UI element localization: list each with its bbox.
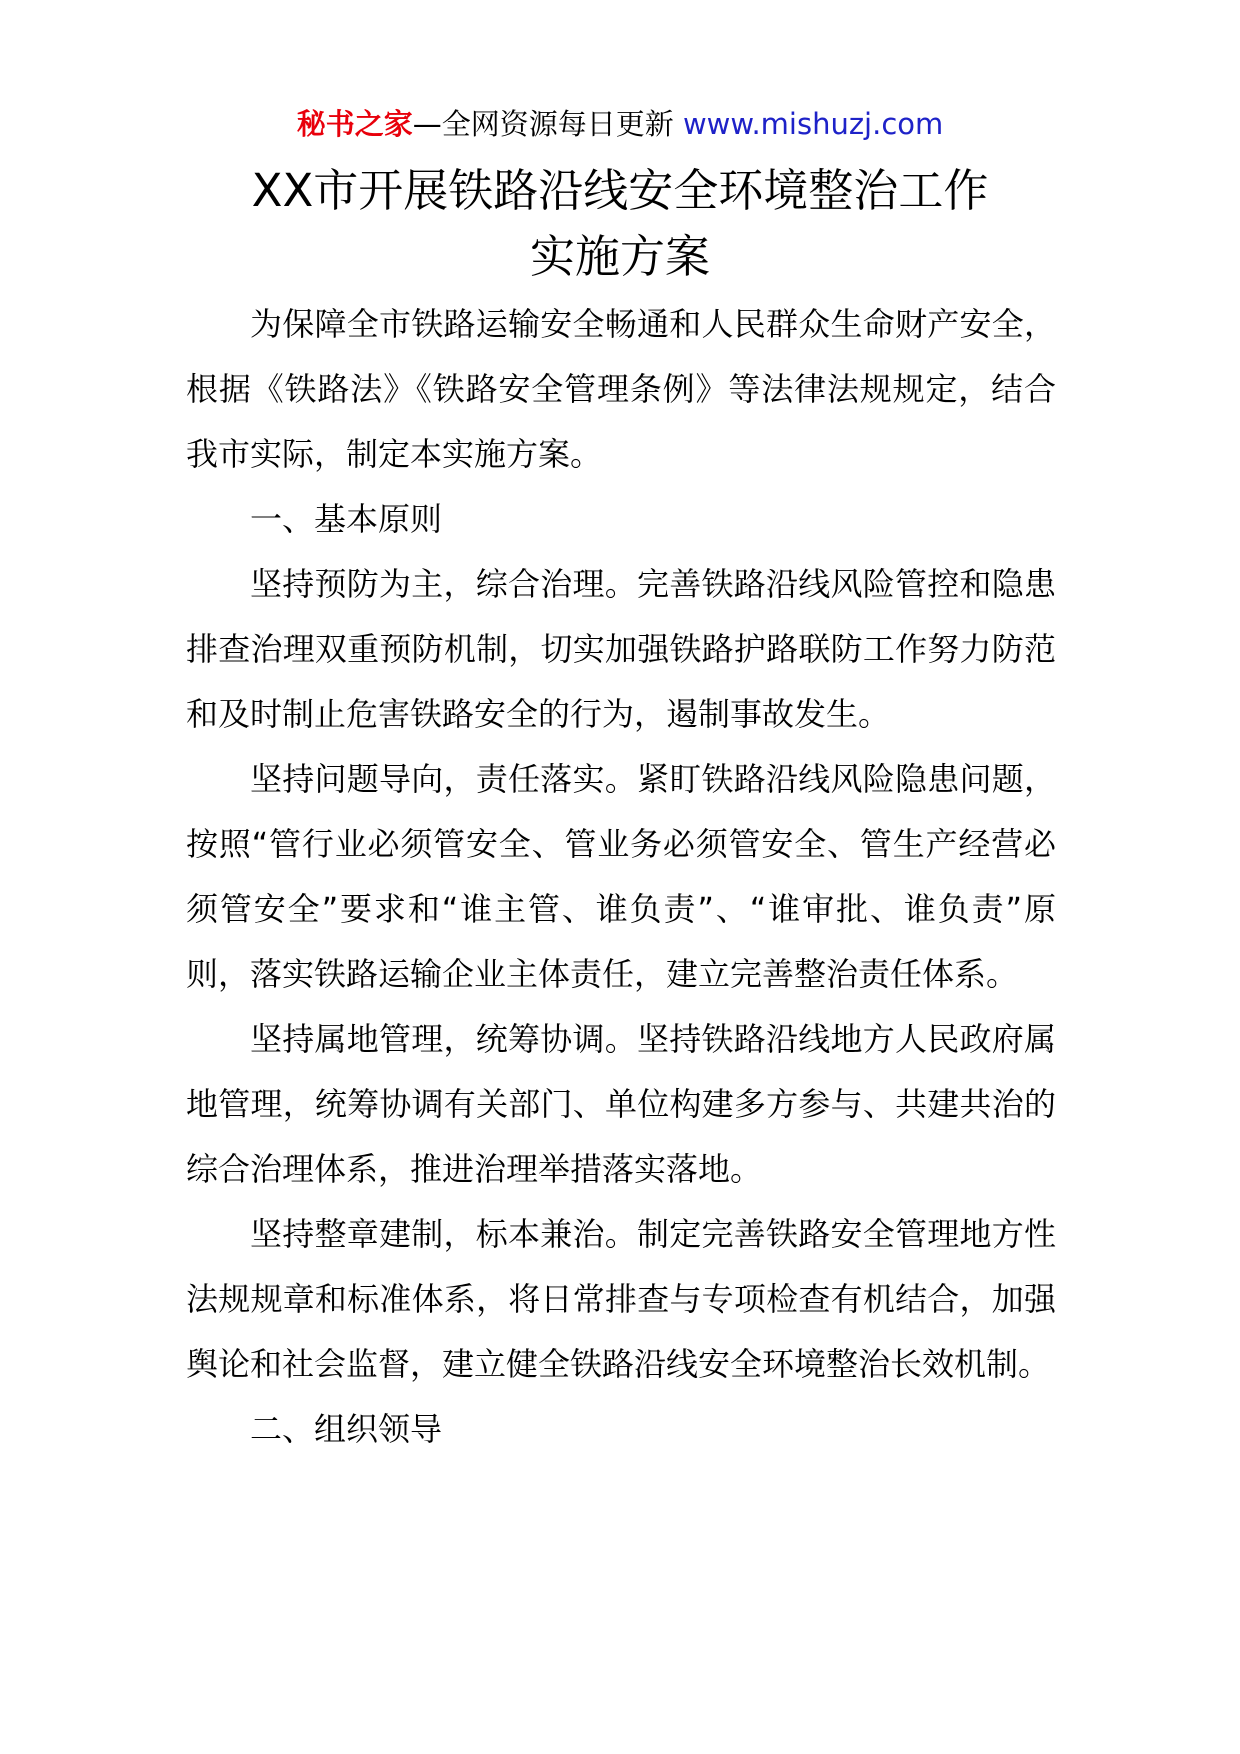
principle-prevention-paragraph: 坚持预防为主，综合治理。完善铁路沿线风险管控和隐患排查治理双重预防机制，切实加强铁路护路联防工作努力防范和及时制止危害铁路安全的行为，遏制事故发生。 <box>186 565 1056 733</box>
site-header <box>0 104 1240 144</box>
principle-regulation-paragraph: 坚持整章建制，标本兼治。制定完善铁路安全管理地方性法规规章和标准体系，将日常排查与专项检查有机结合，加强舆论和社会监督，建立健全铁路沿线安全环境整治长效机制。 <box>186 1215 1056 1383</box>
section-heading-organization: 二、组织领导 <box>250 1410 443 1448</box>
document-title-line-1: XX市开展铁路沿线安全环境整治工作 <box>251 164 989 217</box>
intro-paragraph: 为保障全市铁路运输安全畅通和人民群众生命财产安全，根据《铁路法》《铁路安全管理条例》等法律法规规定，结合我市实际，制定本实施方案。 <box>186 305 1056 473</box>
principle-problem-oriented-paragraph: 坚持问题导向，责任落实。紧盯铁路沿线风险隐患问题，按照“管行业必须管安全、管业务必须管安全、管生产经营必须管安全”要求和“谁主管、谁负责”、“谁审批、谁负责”原则，落实铁路运输企业主体责任，建立完善整治责任体系。 <box>186 760 1056 993</box>
principle-territorial-management-paragraph: 坚持属地管理，统筹协调。坚持铁路沿线地方人民政府属地管理，统筹协调有关部门、单位构建多方参与、共建共治的综合治理体系，推进治理举措落实落地。 <box>186 1020 1056 1188</box>
document-title-line-2: 实施方案 <box>529 230 710 283</box>
document-body <box>186 292 1056 1462</box>
section-heading-basic-principles: 一、基本原则 <box>250 500 443 538</box>
site-url[interactable]: www.mishuzj.com <box>682 107 944 141</box>
site-slogan: —全网资源每日更新 <box>412 107 683 141</box>
brand-name: 秘书之家 <box>296 107 413 141</box>
